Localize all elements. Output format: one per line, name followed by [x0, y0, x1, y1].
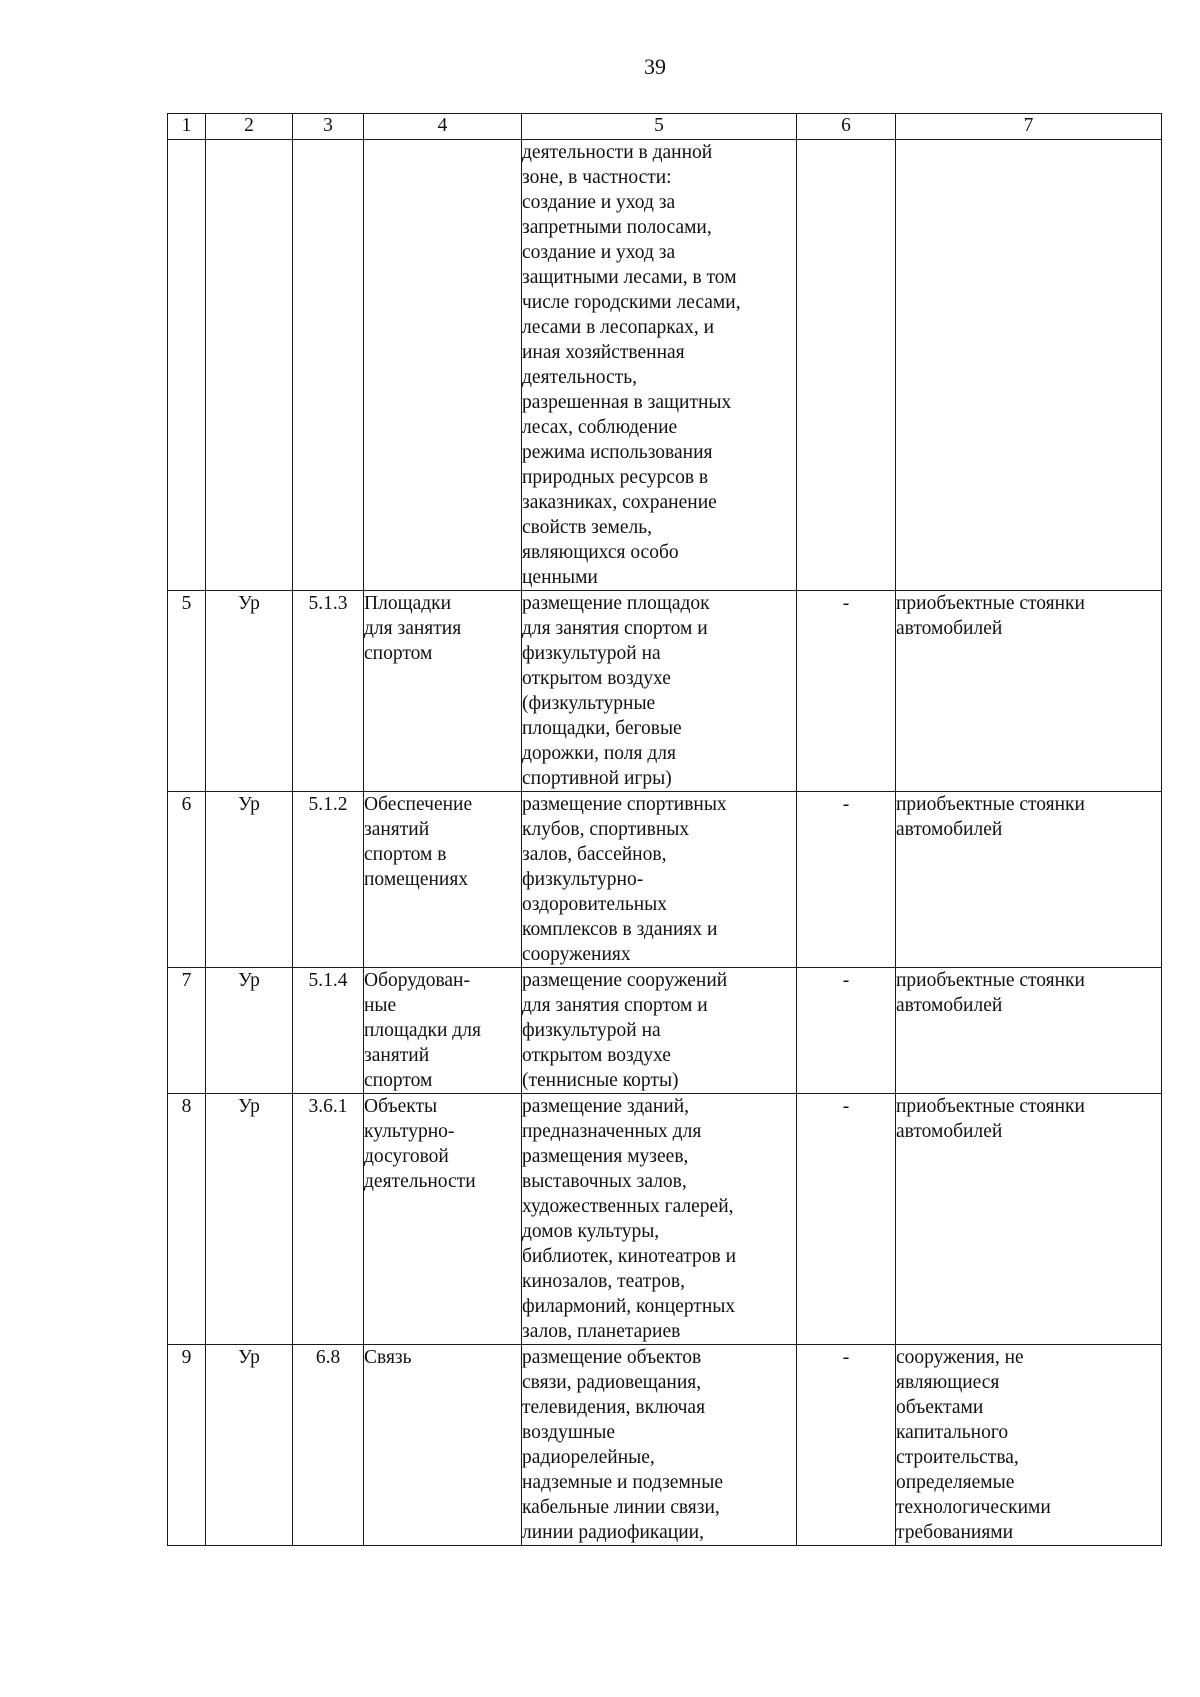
use-note: [896, 968, 1162, 1094]
use-name: [364, 591, 522, 792]
use-description-line: сооружениях: [522, 944, 631, 965]
use-description-line: оздоровительных: [522, 894, 668, 915]
use-description-line: кабельные линии связи,: [522, 1497, 720, 1518]
header-cell: 4: [364, 114, 522, 140]
use-description-line: размещение площадок: [522, 593, 710, 614]
use-description-line: кинозалов, театров,: [522, 1271, 685, 1292]
use-note-line: строительства,: [896, 1447, 1019, 1468]
use-description-line: деятельности в данной: [522, 142, 713, 163]
row-number: 9: [168, 1345, 206, 1546]
use-description-line: спортивной игры): [522, 768, 672, 789]
row-number: 6: [168, 792, 206, 968]
use-description-line: иная хозяйственная: [522, 342, 685, 363]
use-note: [896, 1094, 1162, 1345]
use-params: -: [797, 1094, 896, 1345]
use-description-line: защитными лесами, в том: [522, 267, 737, 288]
header-cell: 1: [168, 114, 206, 140]
use-description: [522, 968, 797, 1094]
use-name: [364, 968, 522, 1094]
use-description-line: создание и уход за: [522, 192, 676, 213]
use-description: [522, 1345, 797, 1546]
use-note-line: технологическими: [896, 1497, 1051, 1518]
use-note-line: приобъектные стоянки: [896, 1096, 1085, 1117]
use-description-line: для занятия спортом и: [522, 995, 708, 1016]
table-row: [168, 140, 1162, 591]
use-description-line: размещение спортивных: [522, 794, 727, 815]
zone-code: Ур: [206, 591, 293, 792]
use-params: [797, 140, 896, 591]
use-description-line: размещение объектов: [522, 1347, 702, 1368]
use-description-line: размещение сооружений: [522, 970, 728, 991]
use-code: 3.6.1: [293, 1094, 364, 1345]
use-note-line: приобъектные стоянки: [896, 970, 1085, 991]
use-description-line: свойств земель,: [522, 517, 653, 538]
zone-code: [206, 140, 293, 591]
use-name-line: площадки для: [364, 1020, 481, 1041]
use-params: -: [797, 968, 896, 1094]
use-code: 5.1.4: [293, 968, 364, 1094]
use-description-line: зоне, в частности:: [522, 167, 672, 188]
use-description-line: физкультурой на: [522, 643, 661, 664]
use-note-line: автомобилей: [896, 995, 1003, 1016]
use-name-line: досуговой: [364, 1146, 449, 1167]
use-name-line: Связь: [364, 1347, 412, 1368]
use-code: 5.1.2: [293, 792, 364, 968]
use-code: [293, 140, 364, 591]
use-description-line: ценными: [522, 567, 598, 588]
use-params: -: [797, 591, 896, 792]
table-row: [168, 1345, 1162, 1546]
use-description-line: предназначенных для: [522, 1121, 702, 1142]
use-note: [896, 591, 1162, 792]
page-number: 39: [644, 54, 666, 79]
use-description-line: телевидения, включая: [522, 1397, 706, 1418]
use-note-line: автомобилей: [896, 618, 1003, 639]
use-description-line: создание и уход за: [522, 242, 676, 263]
table-row: [168, 968, 1162, 1094]
use-description-line: надземные и подземные: [522, 1472, 723, 1493]
use-description-line: (физкультурные: [522, 693, 656, 714]
header-cell: 2: [206, 114, 293, 140]
use-description-line: клубов, спортивных: [522, 819, 690, 840]
use-description-line: связи, радиовещания,: [522, 1372, 702, 1393]
use-description-line: (теннисные корты): [522, 1070, 679, 1091]
use-code: 5.1.3: [293, 591, 364, 792]
use-description-line: являющихся особо: [522, 542, 679, 563]
use-description-line: площадки, беговые: [522, 718, 682, 739]
use-description-line: комплексов в зданиях и: [522, 919, 718, 940]
use-name-line: деятельности: [364, 1171, 476, 1192]
use-note-line: приобъектные стоянки: [896, 794, 1085, 815]
use-params: -: [797, 1345, 896, 1546]
use-description-line: лесами в лесопарках, и: [522, 317, 715, 338]
use-name-line: для занятия: [364, 618, 462, 639]
header-row: [168, 114, 1162, 140]
row-number: 7: [168, 968, 206, 1094]
table-row: [168, 591, 1162, 792]
header-cell: 3: [293, 114, 364, 140]
use-note: [896, 792, 1162, 968]
zone-code: Ур: [206, 1345, 293, 1546]
use-description: [522, 591, 797, 792]
use-description-line: разрешенная в защитных: [522, 392, 732, 413]
use-note: [896, 140, 1162, 591]
header-cell: 6: [797, 114, 896, 140]
use-description-line: воздушные: [522, 1422, 616, 1443]
use-description-line: режима использования: [522, 442, 713, 463]
use-description-line: природных ресурсов в: [522, 467, 709, 488]
use-code: 6.8: [293, 1345, 364, 1546]
use-description-line: домов культуры,: [522, 1221, 660, 1242]
use-description-line: размещение зданий,: [522, 1096, 690, 1117]
use-description-line: размещения музеев,: [522, 1146, 689, 1167]
use-description-line: художественных галерей,: [522, 1196, 734, 1217]
use-description: [522, 1094, 797, 1345]
use-note-line: определяемые: [896, 1472, 1015, 1493]
use-description-line: запретными полосами,: [522, 217, 712, 238]
header-cell: 5: [522, 114, 797, 140]
zone-code: Ур: [206, 1094, 293, 1345]
zone-code: Ур: [206, 968, 293, 1094]
use-name: [364, 1094, 522, 1345]
use-description-line: залов, планетариев: [522, 1321, 681, 1342]
use-description-line: дорожки, поля для: [522, 743, 676, 764]
use-note-line: являющиеся: [896, 1372, 1000, 1393]
use-name-line: спортом в: [364, 844, 447, 865]
use-description-line: залов, бассейнов,: [522, 844, 667, 865]
use-name-line: ные: [364, 995, 397, 1016]
zone-code: Ур: [206, 792, 293, 968]
use-description-line: числе городскими лесами,: [522, 292, 741, 313]
use-description-line: открытом воздухе: [522, 668, 671, 689]
use-description-line: лесах, соблюдение: [522, 417, 678, 438]
use-description-line: физкультурой на: [522, 1020, 661, 1041]
use-name-line: занятий: [364, 1045, 430, 1066]
use-note-line: приобъектные стоянки: [896, 593, 1085, 614]
use-description-line: линии радиофикации,: [522, 1522, 704, 1543]
use-note-line: капитального: [896, 1422, 1009, 1443]
use-description-line: заказниках, сохранение: [522, 492, 717, 513]
use-name-line: Площадки: [364, 593, 452, 614]
use-params: -: [797, 792, 896, 968]
use-name-line: спортом: [364, 1070, 433, 1091]
zoning-table: [167, 113, 1162, 1546]
use-description-line: библиотек, кинотеатров и: [522, 1246, 737, 1267]
use-name-line: помещениях: [364, 869, 469, 890]
use-description-line: для занятия спортом и: [522, 618, 708, 639]
use-note-line: объектами: [896, 1397, 984, 1418]
use-name-line: культурно-: [364, 1121, 455, 1142]
use-name-line: занятий: [364, 819, 430, 840]
use-name: [364, 1345, 522, 1546]
use-description: [522, 140, 797, 591]
use-description-line: физкультурно-: [522, 869, 644, 890]
row-number: [168, 140, 206, 591]
use-name: [364, 792, 522, 968]
use-description-line: выставочных залов,: [522, 1171, 687, 1192]
use-description-line: деятельность,: [522, 367, 637, 388]
table-row: [168, 792, 1162, 968]
table-row: [168, 1094, 1162, 1345]
use-description: [522, 792, 797, 968]
use-name-line: Оборудован-: [364, 970, 470, 991]
use-name-line: Обеспечение: [364, 794, 473, 815]
use-note-line: требованиями: [896, 1522, 1014, 1543]
use-description-line: филармоний, концертных: [522, 1296, 736, 1317]
use-name-line: спортом: [364, 643, 433, 664]
use-name-line: Объекты: [364, 1096, 438, 1117]
use-description-line: открытом воздухе: [522, 1045, 671, 1066]
use-description-line: радиорелейные,: [522, 1447, 655, 1468]
header-cell: 7: [896, 114, 1162, 140]
use-note-line: сооружения, не: [896, 1347, 1024, 1368]
use-name: [364, 140, 522, 591]
use-note-line: автомобилей: [896, 819, 1003, 840]
row-number: 5: [168, 591, 206, 792]
row-number: 8: [168, 1094, 206, 1345]
use-note-line: автомобилей: [896, 1121, 1003, 1142]
use-note: [896, 1345, 1162, 1546]
